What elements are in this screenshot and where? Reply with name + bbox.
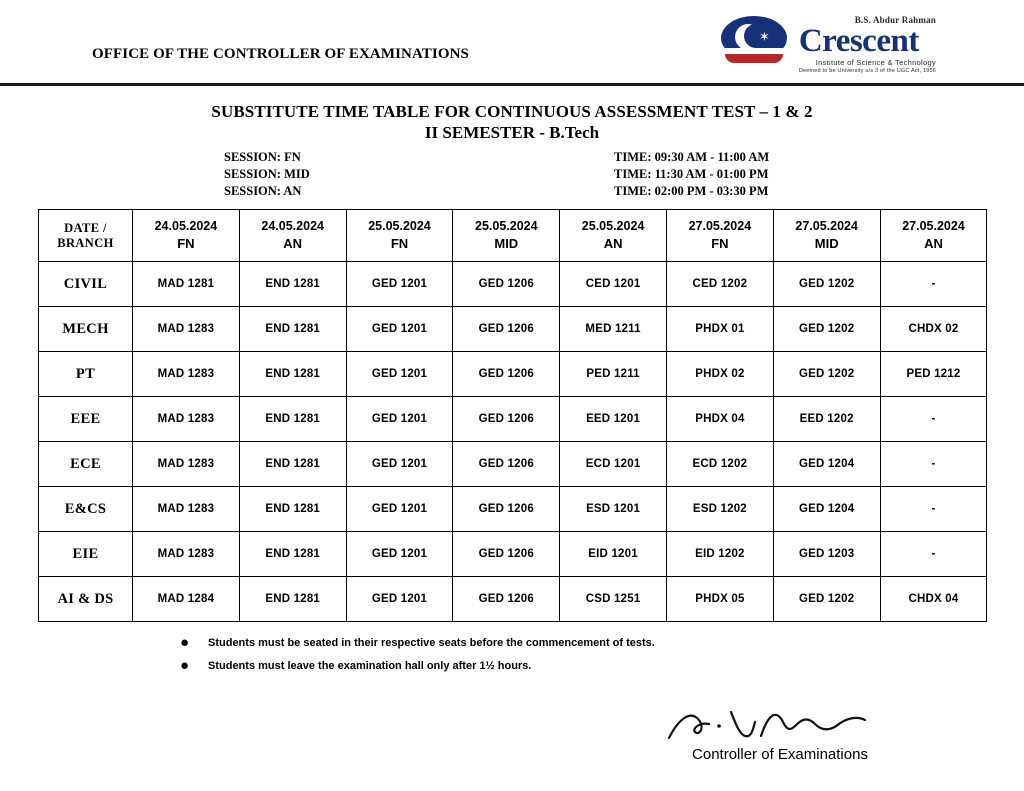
header-col-6 xyxy=(666,210,773,262)
exam-code: GED 1201 xyxy=(346,352,453,397)
header-session: FN xyxy=(390,236,409,251)
list-item xyxy=(150,659,1024,673)
header-date: 27.05.2024 xyxy=(688,219,752,233)
header-col-5 xyxy=(560,210,667,262)
header-col-2 xyxy=(239,210,346,262)
exam-code: GED 1201 xyxy=(346,397,453,442)
exam-code: END 1281 xyxy=(239,577,346,622)
table-row xyxy=(39,487,987,532)
header-col-4 xyxy=(453,210,560,262)
header-session: AN xyxy=(283,236,303,251)
exam-code: PHDX 01 xyxy=(666,307,773,352)
logo-line-3: Institute of Science & Technology xyxy=(815,58,936,67)
exam-code: CED 1201 xyxy=(560,262,667,307)
table-row xyxy=(39,577,987,622)
header-corner-line-2: BRANCH xyxy=(57,235,114,250)
branch-name: ECE xyxy=(39,442,133,487)
exam-code: GED 1206 xyxy=(453,397,560,442)
branch-name: PT xyxy=(39,352,133,397)
table-row xyxy=(39,397,987,442)
branch-name: MECH xyxy=(39,307,133,352)
exam-code: ECD 1201 xyxy=(560,442,667,487)
header-col-8 xyxy=(880,210,987,262)
exam-code: MAD 1281 xyxy=(133,262,240,307)
exam-code: END 1281 xyxy=(239,487,346,532)
branch-name: CIVIL xyxy=(39,262,133,307)
exam-code: ECD 1202 xyxy=(666,442,773,487)
exam-code: CHDX 02 xyxy=(880,307,987,352)
exam-code: END 1281 xyxy=(239,352,346,397)
exam-code: - xyxy=(880,262,987,307)
header-date: 27.05.2024 xyxy=(902,219,965,233)
exam-code: GED 1206 xyxy=(453,262,560,307)
instruction-text: Students must be seated in their respective seats before the commencement of tests. xyxy=(208,637,655,649)
exam-code: ESD 1201 xyxy=(560,487,667,532)
session-label: SESSION: FN xyxy=(224,150,301,164)
branch-name: AI & DS xyxy=(39,577,133,622)
header-session: MID xyxy=(814,236,839,251)
header-date: 24.05.2024 xyxy=(261,219,324,233)
exam-code: - xyxy=(880,442,987,487)
exam-code: GED 1202 xyxy=(773,307,880,352)
exam-code: GED 1203 xyxy=(773,532,880,577)
header-date: 27.05.2024 xyxy=(795,219,858,233)
signature-caption: Controller of Examinations xyxy=(692,746,868,763)
exam-code: END 1281 xyxy=(239,442,346,487)
exam-code: ESD 1202 xyxy=(666,487,773,532)
exam-code: PED 1212 xyxy=(880,352,987,397)
exam-code: PHDX 02 xyxy=(666,352,773,397)
exam-code: GED 1201 xyxy=(346,262,453,307)
exam-code: GED 1206 xyxy=(453,352,560,397)
instruction-text: Students must leave the examination hall only after 1½ hours. xyxy=(208,660,532,672)
exam-code: GED 1201 xyxy=(346,442,453,487)
exam-code: GED 1202 xyxy=(773,262,880,307)
exam-code: END 1281 xyxy=(239,397,346,442)
exam-code: MAD 1283 xyxy=(133,487,240,532)
branch-name: EEE xyxy=(39,397,133,442)
exam-code: EED 1202 xyxy=(773,397,880,442)
branch-name: EIE xyxy=(39,532,133,577)
list-item xyxy=(150,636,1024,650)
header-col-1 xyxy=(133,210,240,262)
exam-code: GED 1201 xyxy=(346,532,453,577)
exam-code: PHDX 04 xyxy=(666,397,773,442)
table-row xyxy=(39,352,987,397)
header-date: 25.05.2024 xyxy=(475,219,538,233)
exam-code: MAD 1284 xyxy=(133,577,240,622)
bullet-icon: ● xyxy=(180,634,190,651)
session-time: TIME: 02:00 PM - 03:30 PM xyxy=(614,184,769,198)
session-row xyxy=(224,149,1024,166)
exam-code: GED 1201 xyxy=(346,577,453,622)
exam-code: GED 1201 xyxy=(346,307,453,352)
signature-icon xyxy=(640,702,920,744)
header-session: AN xyxy=(603,236,623,251)
header-session: FN xyxy=(711,236,729,251)
exam-code: GED 1206 xyxy=(453,442,560,487)
exam-code: MAD 1283 xyxy=(133,442,240,487)
exam-code: GED 1202 xyxy=(773,577,880,622)
exam-code: GED 1206 xyxy=(453,307,560,352)
table-header-row xyxy=(39,210,987,262)
session-label: SESSION: AN xyxy=(224,184,302,198)
signature-block xyxy=(640,702,920,763)
page-header xyxy=(0,0,1024,86)
exam-code: EED 1201 xyxy=(560,397,667,442)
session-row xyxy=(224,166,1024,183)
exam-code: END 1281 xyxy=(239,532,346,577)
institution-logo xyxy=(719,14,936,76)
office-title: OFFICE OF THE CONTROLLER OF EXAMINATIONS xyxy=(92,46,469,62)
branch-name: E&CS xyxy=(39,487,133,532)
exam-code: MAD 1283 xyxy=(133,352,240,397)
header-date: 25.05.2024 xyxy=(368,219,431,233)
header-session: MID xyxy=(494,236,519,251)
exam-code: MAD 1283 xyxy=(133,397,240,442)
exam-code: - xyxy=(880,397,987,442)
header-session: FN xyxy=(177,236,195,251)
exam-code: GED 1204 xyxy=(773,487,880,532)
session-label: SESSION: MID xyxy=(224,167,310,181)
exam-code: CSD 1251 xyxy=(560,577,667,622)
exam-code: EID 1201 xyxy=(560,532,667,577)
logo-line-4: Deemed to be University u/s 3 of the UGC Act, 1956 xyxy=(798,68,936,74)
logo-text xyxy=(799,14,936,74)
exam-code: END 1281 xyxy=(239,307,346,352)
exam-code: MAD 1283 xyxy=(133,532,240,577)
exam-code: GED 1206 xyxy=(453,577,560,622)
table-row xyxy=(39,442,987,487)
exam-code: - xyxy=(880,532,987,577)
exam-code: GED 1202 xyxy=(773,352,880,397)
session-time: TIME: 09:30 AM - 11:00 AM xyxy=(614,150,770,164)
exam-code: GED 1206 xyxy=(453,532,560,577)
logo-wordmark: Crescent xyxy=(798,23,919,59)
header-date: 24.05.2024 xyxy=(154,219,218,233)
title-block xyxy=(0,102,1024,143)
session-row xyxy=(224,183,1024,200)
document-subtitle: II SEMESTER - B.Tech xyxy=(424,123,600,142)
header-col-7 xyxy=(773,210,880,262)
session-time: TIME: 11:30 AM - 01:00 PM xyxy=(614,167,769,181)
session-timings xyxy=(0,149,1024,200)
header-session: AN xyxy=(924,236,943,251)
exam-code: - xyxy=(880,487,987,532)
header-col-3 xyxy=(346,210,453,262)
table-row xyxy=(39,532,987,577)
exam-code: GED 1201 xyxy=(346,487,453,532)
timetable xyxy=(38,209,987,622)
exam-code: GED 1206 xyxy=(453,487,560,532)
instructions-list xyxy=(150,636,1024,673)
logo-line-1: B.S. Abdur Rahman xyxy=(854,15,936,25)
header-corner-line-1: DATE / xyxy=(64,220,107,235)
exam-code: EID 1202 xyxy=(666,532,773,577)
document-title: SUBSTITUTE TIME TABLE FOR CONTINUOUS ASSESSMENT TEST – 1 & 2 xyxy=(211,102,813,121)
exam-code: CED 1202 xyxy=(666,262,773,307)
header-date-branch xyxy=(39,210,133,262)
table-row xyxy=(39,262,987,307)
exam-code: PED 1211 xyxy=(560,352,667,397)
exam-code: PHDX 05 xyxy=(666,577,773,622)
crescent-emblem-icon: ✶ xyxy=(719,14,793,70)
table-row xyxy=(39,307,987,352)
exam-code: END 1281 xyxy=(239,262,346,307)
exam-code: CHDX 04 xyxy=(880,577,987,622)
bullet-icon: ● xyxy=(180,657,190,674)
exam-code: MAD 1283 xyxy=(133,307,240,352)
timetable-container xyxy=(38,209,986,622)
exam-code: GED 1204 xyxy=(773,442,880,487)
exam-code: MED 1211 xyxy=(560,307,667,352)
header-date: 25.05.2024 xyxy=(581,219,645,233)
